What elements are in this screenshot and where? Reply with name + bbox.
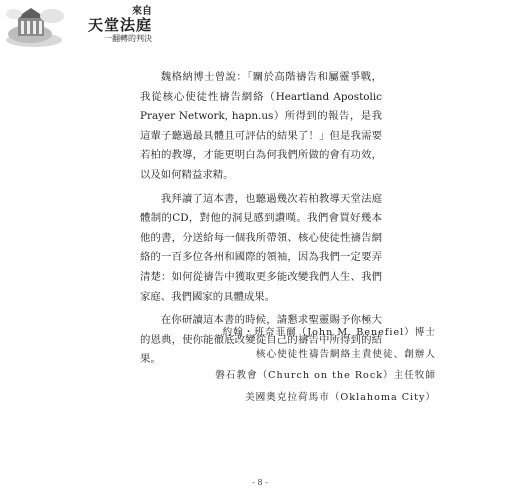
book-logo xyxy=(6,4,156,48)
signature-church: 磐石教會（Church on the Rock）主任牧師 xyxy=(215,370,436,381)
paragraph: 在你研讀這本書的時候，請懇求聖靈賜予你極大的恩典，使你能徹底改變從自己的禱告中所得到的結果。 xyxy=(140,314,382,366)
signature-name: 約翰・班奈菲爾（John M. Benefiel）博士 xyxy=(222,327,436,338)
page-number: - 8 - xyxy=(252,478,268,487)
logo-line-1: 來自 xyxy=(132,6,152,17)
logo-line-2: 天堂法庭 xyxy=(87,16,152,34)
paragraph: 我拜讀了這本書，也聽過幾次若柏教導天堂法庭體制的CD，對他的洞見感到讚嘆。我們會買好幾本他的書，分送給每一個我所帶領、核心使徒性禱告網絡的一百多位各州和國際的領袖，因為我們一定要弄清楚：如何從禱告中獲取更多能改變我們人生、我們家庭、我們國家的具體成果。 xyxy=(140,192,382,303)
signature-block xyxy=(196,322,436,408)
signature-location: 美國奧克拉荷馬市（Oklahoma City） xyxy=(245,391,436,403)
courthouse-logo-icon xyxy=(6,4,68,48)
signature-title: 核心使徒性禱告網絡主責使徒、創辦人 xyxy=(255,348,436,360)
logo-line-3: 一翻轉的判決 xyxy=(104,34,152,43)
paragraph: 魏格納博士曾說：「關於高階禱告和屬靈爭戰，我從核心使徒性禱告網絡（Heartland Apostolic Prayer Network, hapn.us）所得到的報告，是我這輩子聽過最具體且可評估的結果了！」但是我需要若柏的教導，才能更明白為何我們所做的會有功效，以及如何精益求精。 xyxy=(140,71,382,181)
logo-text xyxy=(72,6,152,44)
